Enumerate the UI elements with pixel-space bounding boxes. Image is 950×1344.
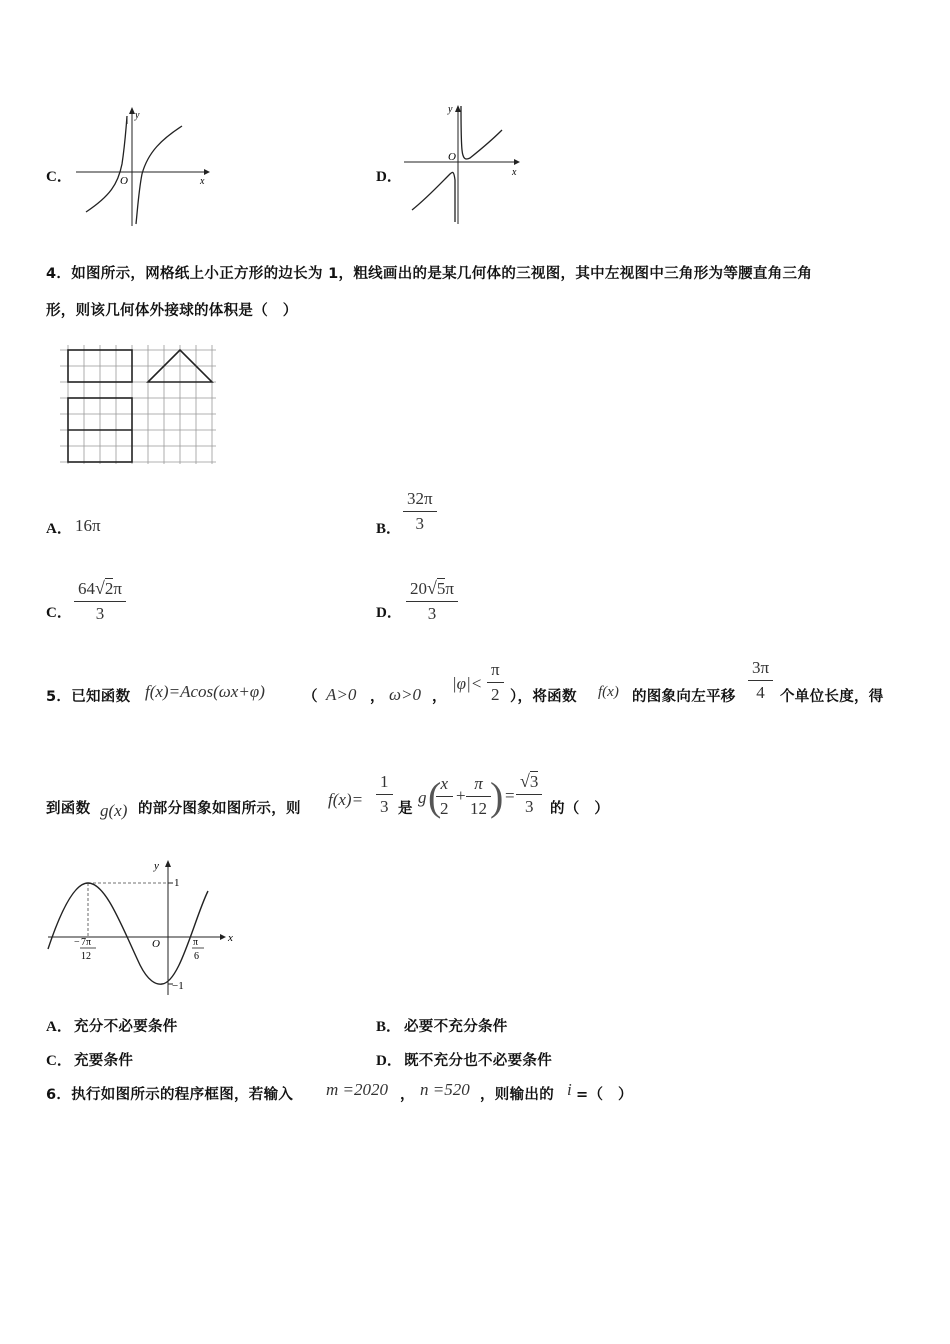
curve-right	[136, 126, 182, 224]
numerator: 20√5π	[410, 578, 454, 598]
y-axis-arrow	[455, 105, 461, 112]
numerator: √3	[520, 771, 539, 791]
y-tick-neg-one: −1	[172, 980, 184, 992]
numerator: π	[491, 660, 500, 679]
q5-shift-fraction	[750, 658, 771, 703]
q4-option-c-label[interactable]: C．	[46, 605, 72, 621]
q5-x-over-2	[438, 774, 451, 819]
q6-lead: 6．执行如图所示的程序框图，若输入	[46, 1087, 294, 1103]
y-axis-arrow	[165, 860, 171, 867]
q5-cond-open: （	[303, 689, 318, 705]
q4-line1: 4．如图所示，网格纸上小正方形的边长为 1，粗线画出的是某几何体的三视图，其中左视图中三角形为等腰直角三角	[46, 266, 813, 282]
q4-option-c-fraction	[76, 578, 124, 624]
sine-curve	[48, 883, 208, 984]
q5-right-paren: )	[490, 774, 504, 819]
q3-option-d-graph	[402, 100, 527, 228]
origin-label: O	[448, 151, 456, 163]
q5-option-a-label[interactable]: A．	[46, 1019, 72, 1035]
q4-option-b-fraction	[405, 489, 435, 534]
q6-end: =（ ）	[576, 1087, 633, 1103]
q4-three-view-figure	[58, 340, 220, 466]
q5-plus: +	[456, 786, 466, 805]
q5-comma-1: ，	[370, 689, 385, 705]
q3-option-c-graph	[72, 104, 212, 229]
denominator: 3	[403, 511, 437, 534]
x-label: x	[228, 932, 233, 944]
x-label: x	[200, 176, 205, 187]
q6-i: i	[567, 1080, 572, 1099]
q3-option-d-label[interactable]: D．	[376, 169, 402, 185]
q5-after-cond: ），将函数	[510, 689, 577, 705]
numerator: π	[474, 774, 483, 793]
q4-line2: 形，则该几何体外接球的体积是（ ）	[46, 303, 298, 319]
q5-cond-a: A>0	[326, 685, 357, 704]
q5-cond-w: ω>0	[389, 685, 421, 704]
q6-tail: ，则输出的	[480, 1087, 554, 1103]
x-label: x	[512, 167, 517, 178]
q5-g: g	[418, 788, 427, 807]
q5-is: 是	[398, 801, 413, 817]
right-tick-num: π	[193, 937, 199, 948]
q5-fx2: f(x)	[598, 684, 619, 700]
y-label: y	[448, 104, 453, 115]
q5-function: f(x)=Acos(ωx+φ)	[145, 682, 265, 701]
right-tick-den: 6	[194, 951, 199, 962]
q5-pi-over-2	[489, 660, 502, 705]
y-label: y	[154, 860, 159, 872]
curve-right	[461, 106, 502, 159]
q5-cond-phi: |φ|<	[452, 674, 483, 693]
q5-eq: =	[505, 786, 515, 805]
denominator: 2	[487, 682, 504, 705]
q6-comma: ，	[400, 1087, 415, 1103]
curve-left	[86, 116, 127, 212]
q5-mid2: 的部分图象如图所示，则	[138, 801, 301, 817]
q5-comma-2: ，	[432, 689, 447, 705]
x-axis-arrow	[514, 159, 520, 165]
q5-pi-over-12	[468, 774, 489, 819]
left-tick-minus: −	[74, 937, 80, 948]
q4-option-d-fraction	[408, 578, 456, 624]
q3-option-c-label[interactable]: C．	[46, 169, 72, 185]
q4-option-a-value: 16π	[75, 516, 101, 535]
x-axis-arrow	[220, 934, 226, 940]
q5-option-c-label[interactable]: C．	[46, 1053, 72, 1069]
denominator: 3	[406, 601, 458, 624]
q5-sqrt3-over-3	[518, 771, 540, 817]
denominator: 3	[376, 794, 393, 817]
numerator: 1	[380, 772, 389, 791]
x-axis-arrow	[204, 169, 210, 175]
left-tick-num: 7π	[81, 937, 92, 948]
q6-m-value: m =2020	[326, 1080, 388, 1099]
denominator: 12	[466, 796, 491, 819]
q4-option-a-label[interactable]: A．	[46, 521, 72, 537]
q5-option-d-label[interactable]: D．	[376, 1053, 402, 1069]
q6-n-value: n =520	[420, 1080, 470, 1099]
q5-left-paren: (	[428, 774, 442, 819]
denominator: 3	[516, 794, 542, 817]
denominator: 4	[748, 680, 773, 703]
q4-option-d-label[interactable]: D．	[376, 605, 402, 621]
q5-gx: g(x)	[100, 801, 128, 820]
denominator: 3	[74, 601, 126, 624]
q5-tail2: 的（ ）	[550, 801, 610, 817]
q4-option-b-label[interactable]: B．	[376, 521, 402, 537]
q5-shift-text: 的图象向左平移	[632, 689, 736, 705]
q5-option-a-text[interactable]: 充分不必要条件	[74, 1019, 178, 1035]
q5-option-d-text[interactable]: 既不充分也不必要条件	[404, 1053, 552, 1069]
q5-sine-graph	[44, 855, 234, 1000]
q5-lead: 5．已知函数	[46, 689, 131, 705]
q5-one-third	[378, 772, 391, 817]
q5-option-c-text[interactable]: 充要条件	[74, 1053, 134, 1069]
numerator: 32π	[407, 489, 433, 508]
origin-label: O	[152, 938, 160, 950]
q5-lead2: 到函数	[46, 801, 91, 817]
q5-tail1: 个单位长度，得	[780, 689, 884, 705]
numerator: 3π	[752, 658, 770, 677]
numerator: x	[440, 774, 449, 793]
left-tick-den: 12	[81, 951, 91, 962]
q5-option-b-label[interactable]: B．	[376, 1019, 402, 1035]
y-tick-one: 1	[174, 877, 180, 889]
origin-label: O	[120, 175, 128, 187]
numerator: 64√2π	[78, 578, 122, 598]
y-label: y	[135, 110, 140, 121]
denominator: 2	[436, 796, 453, 819]
q5-f-eq: f(x)=	[328, 790, 364, 809]
q5-option-b-text[interactable]: 必要不充分条件	[404, 1019, 508, 1035]
curve-left	[412, 172, 455, 222]
